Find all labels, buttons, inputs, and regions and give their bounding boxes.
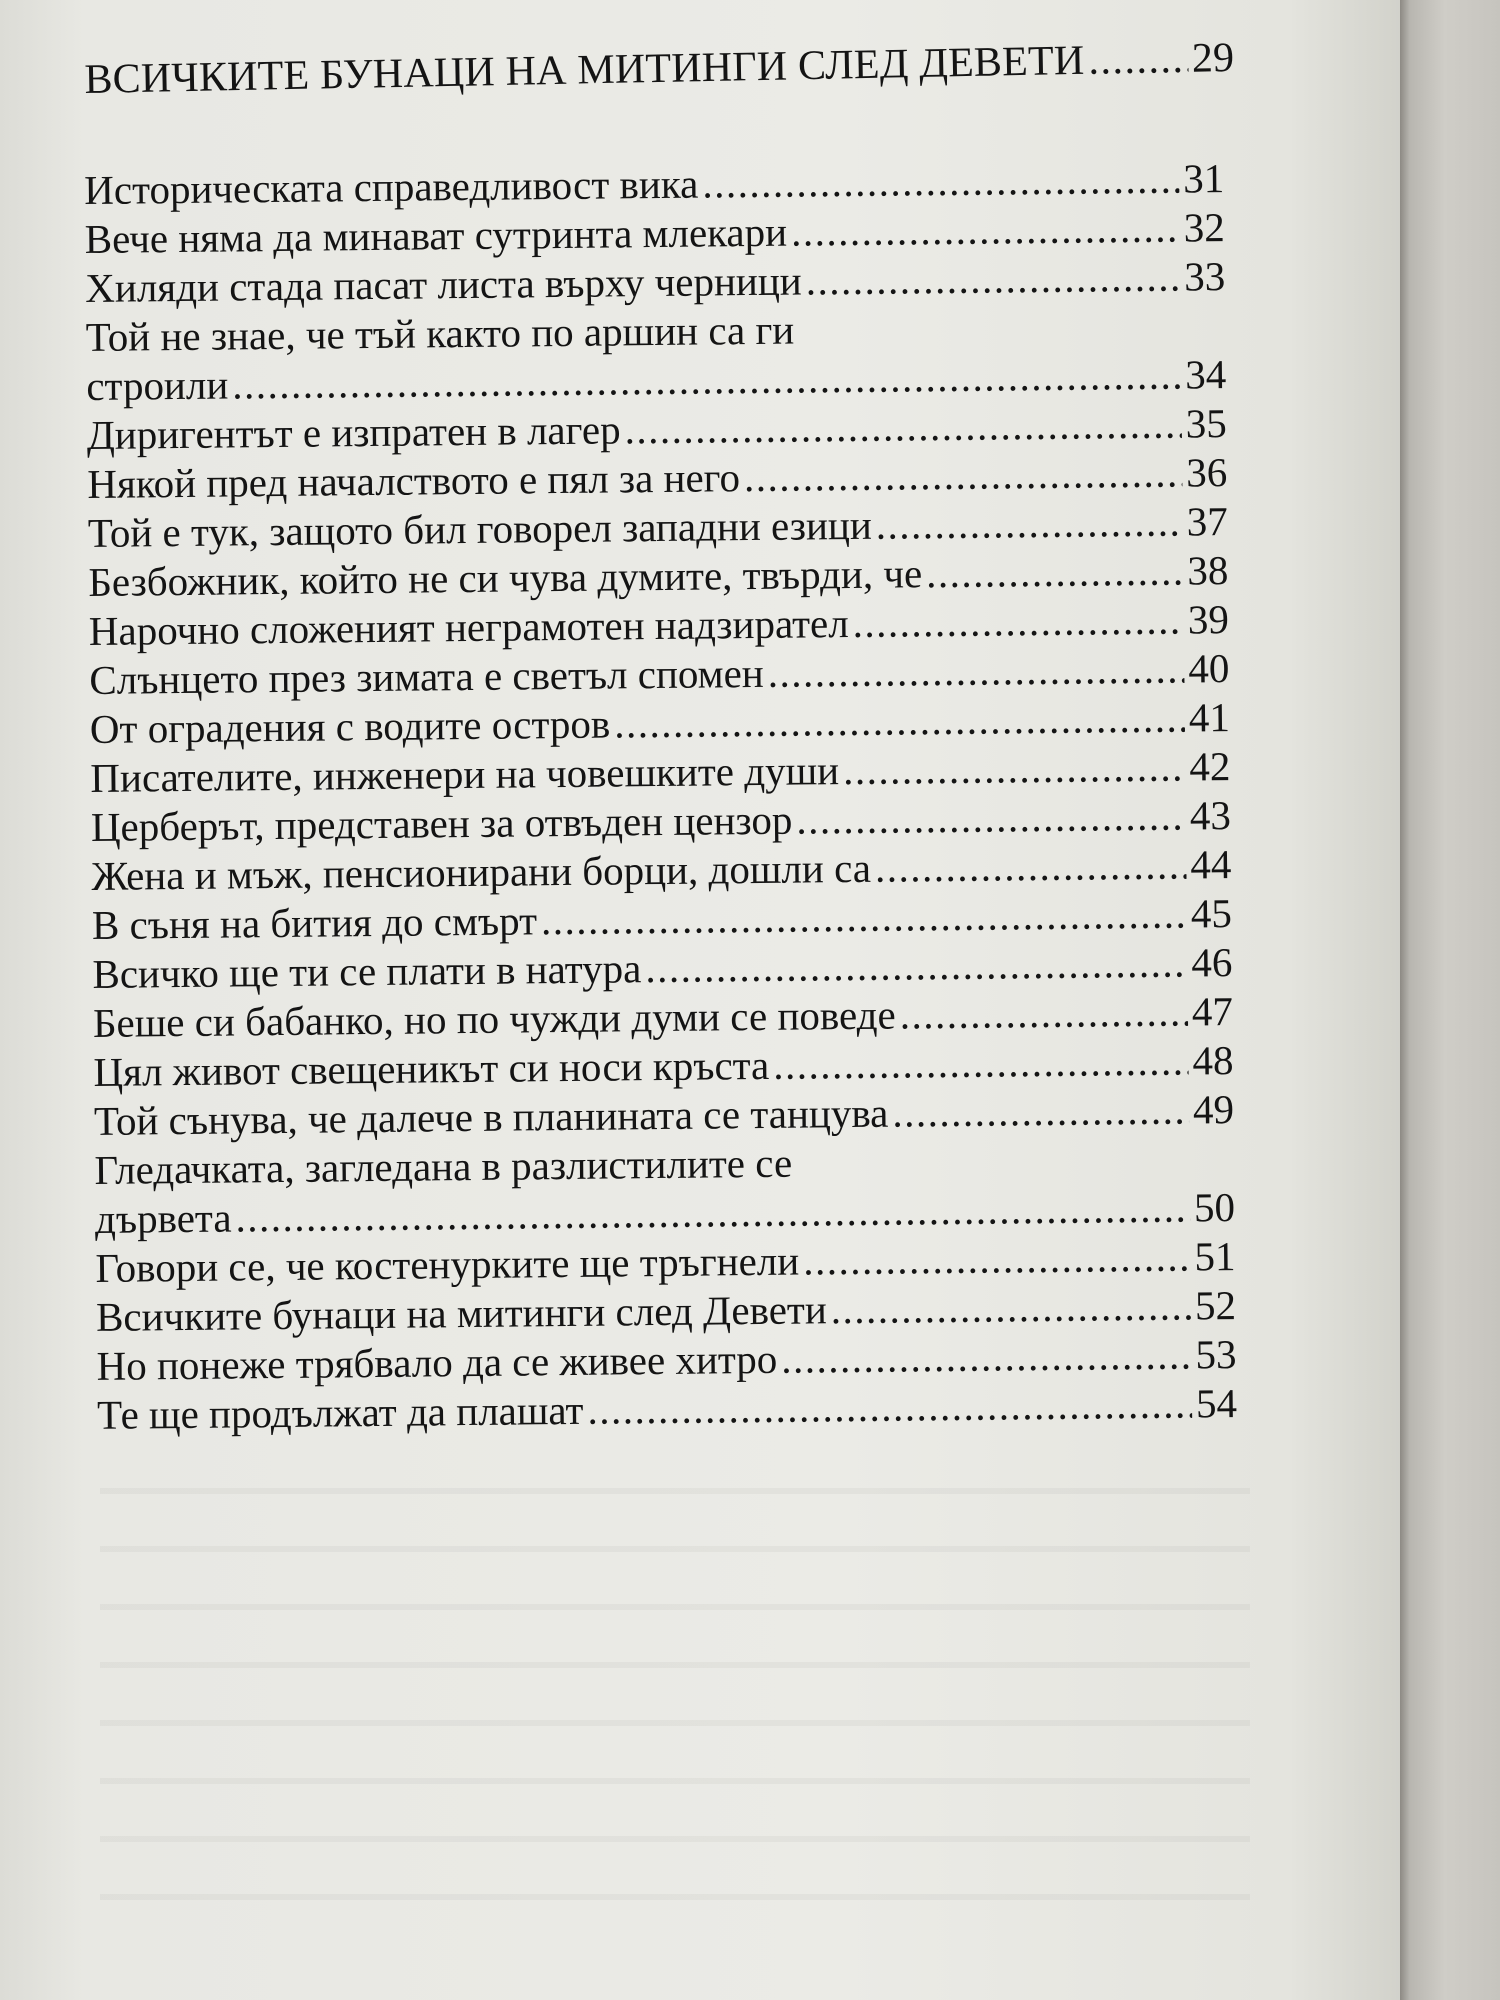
dot-leader <box>805 253 1180 306</box>
dot-leader <box>767 645 1184 698</box>
toc-entry <box>94 1134 1235 1244</box>
section-title: ВСИЧКИТЕ БУНАЦИ НА МИТИНГИ СЛЕД ДЕВЕТИ <box>84 37 1085 103</box>
entry-page-number: 49 <box>1192 1086 1235 1133</box>
dot-leader <box>541 889 1187 945</box>
entry-page-number: 36 <box>1186 449 1228 496</box>
dot-leader <box>796 791 1186 844</box>
entry-page-number: 44 <box>1190 841 1232 888</box>
entry-title: Цял живот свещеникът си носи кръста <box>93 1041 770 1095</box>
table-of-contents <box>84 154 1237 1440</box>
entry-page-number: 54 <box>1195 1379 1238 1427</box>
entry-title-line1: Той не знае, че тъй както по аршин са ги <box>85 306 795 360</box>
entry-page-number: 45 <box>1190 890 1233 937</box>
entry-page-number: 35 <box>1185 400 1227 447</box>
entry-title: Нарочно сложеният неграмотен надзирател <box>88 600 849 654</box>
entry-page-number: 51 <box>1194 1233 1236 1280</box>
entry-title-line2: дървета <box>94 1194 232 1242</box>
entry-page-number: 53 <box>1195 1330 1237 1378</box>
entry-title: Историческата справедливост вика <box>84 160 699 213</box>
section-heading <box>84 34 1235 104</box>
entry-page-number: 46 <box>1191 939 1233 986</box>
entry-page-number: 32 <box>1183 204 1225 251</box>
dot-leader <box>587 1379 1192 1434</box>
entry-page-number: 34 <box>1185 351 1227 398</box>
show-through-text <box>100 1460 1250 1940</box>
entry-title: Но понеже трябвало да се живее хитро <box>96 1335 778 1389</box>
entry-page-number: 42 <box>1189 743 1231 790</box>
entry-title-line1: Гледачката, загледана в разлистилите се <box>94 1139 793 1193</box>
section-page-number: 29 <box>1191 34 1235 82</box>
dot-leader <box>852 596 1184 648</box>
entry-page-number: 50 <box>1193 1184 1236 1231</box>
entry-title: Той сънува, че далече в планината се танцува <box>93 1089 889 1144</box>
dot-leader <box>624 400 1182 455</box>
entry-page-number: 41 <box>1188 694 1231 741</box>
dot-leader <box>892 1085 1189 1137</box>
entry-title: Те ще продължат да плашат <box>96 1386 584 1438</box>
dot-leader <box>744 449 1183 503</box>
entry-title: Беше си бабанко, но по чужди думи се поведе <box>92 991 896 1046</box>
entry-title: От оградения с водите остров <box>89 700 611 752</box>
entry-title: Диригентът е изпратен в лагер <box>86 406 621 458</box>
entry-page-number: 43 <box>1189 792 1232 839</box>
entry-title: Всичко ще ти се плати в натура <box>92 945 642 997</box>
entry-title-line2: строили <box>86 361 229 409</box>
entry-page-number: 52 <box>1194 1282 1237 1329</box>
dot-leader <box>614 694 1185 749</box>
entry-title: Писателите, инженери на човешките души <box>90 747 840 801</box>
dot-leader <box>702 155 1179 209</box>
entry-page-number: 31 <box>1182 155 1225 202</box>
entry-page-number: 37 <box>1186 498 1229 545</box>
dot-leader <box>876 498 1184 550</box>
page-edge <box>1400 0 1500 2000</box>
entry-page-number: 40 <box>1188 645 1230 692</box>
entry-title: Той е тук, защото бил говорел западни езици <box>87 501 872 556</box>
entry-title: Някой пред началството е пял за него <box>87 454 741 507</box>
toc-entry <box>86 301 1227 411</box>
entry-title: Безбожник, който не си чува думите, твърди, че <box>88 550 923 605</box>
dot-leader <box>781 1330 1192 1383</box>
entry-title: В съня на бития до смърт <box>91 897 538 948</box>
entry-title: Жена и мъж, пенсионирани борци, дошли са <box>91 844 872 899</box>
entry-title: Говори се, че костенурките ще тръгнели <box>95 1237 800 1291</box>
dot-leader <box>791 204 1180 257</box>
entry-page-number: 48 <box>1192 1037 1234 1084</box>
entry-title: Вече няма да минават сутринта млекари <box>84 208 788 262</box>
dot-leader <box>899 987 1188 1039</box>
dot-leader <box>1088 35 1188 85</box>
dot-leader <box>803 1232 1191 1285</box>
entry-page-number: 38 <box>1187 547 1229 594</box>
entry-title: Церберът, представен за отвъден цензор <box>90 796 793 850</box>
entry-page-number: 47 <box>1191 988 1234 1035</box>
entry-title: Слънцето през зимата е светъл спомен <box>89 649 764 703</box>
entry-page-number: 39 <box>1187 596 1230 643</box>
entry-page-number: 33 <box>1183 253 1226 300</box>
dot-leader <box>645 938 1188 993</box>
entry-title: Всичките бунаци на митинги след Девети <box>95 1286 828 1340</box>
dot-leader <box>831 1281 1192 1334</box>
dot-leader <box>926 547 1184 599</box>
entry-title: Хиляди стада пасат листа върху черници <box>85 257 802 311</box>
dot-leader <box>843 743 1186 796</box>
dot-leader <box>875 840 1187 892</box>
dot-leader <box>773 1036 1189 1089</box>
